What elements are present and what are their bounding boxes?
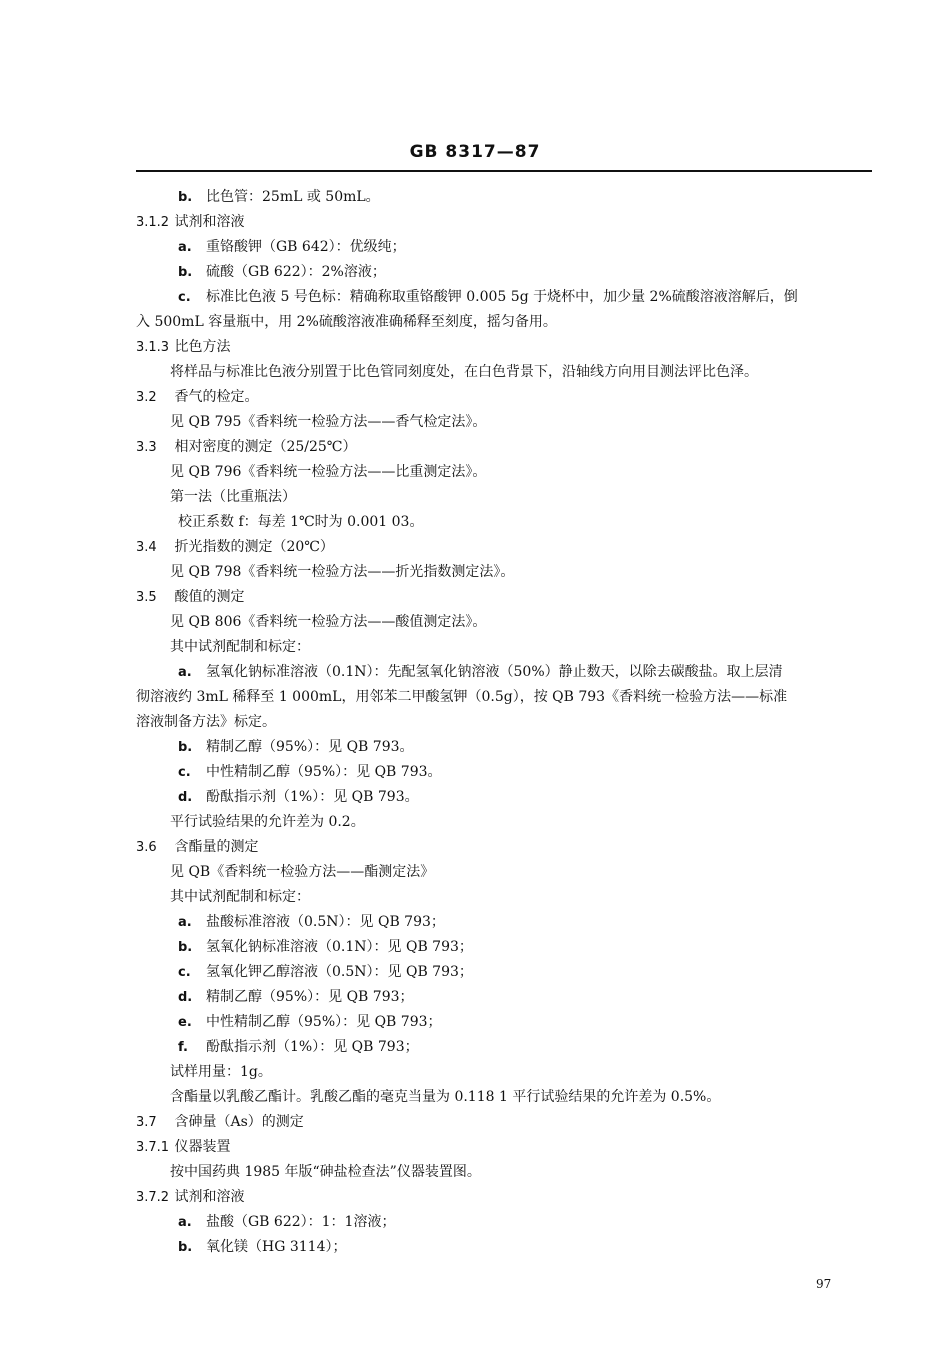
text-line [178, 1238, 346, 1257]
text-line [178, 1038, 419, 1057]
section-number: 3.5 [136, 590, 157, 605]
line-text: 见 QB 795《香料统一检验方法——香气检定法》。 [170, 414, 487, 430]
line-text: 精制乙醇（95%）：见 QB 793。 [206, 739, 414, 755]
line-text: 见 QB 806《香料统一检验方法——酸值测定法》。 [170, 614, 487, 630]
text-line [170, 413, 486, 431]
item-label: a. [178, 915, 192, 930]
line-text: 按中国药典 1985 年版“砷盐检查法”仪器装置图。 [170, 1164, 481, 1180]
line-text: 含酯量的测定 [174, 839, 259, 855]
item-label: a. [178, 665, 192, 680]
section-heading [136, 1113, 304, 1132]
text-line [178, 188, 380, 207]
line-text: 酚酞指示剂（1%）：见 QB 793。 [206, 789, 419, 805]
text-line [178, 738, 414, 757]
line-text: 试样用量：1g。 [170, 1064, 272, 1080]
section-number: 3.7.1 [136, 1140, 170, 1155]
section-heading [136, 1188, 244, 1207]
text-line [170, 863, 434, 881]
text-line [170, 563, 514, 581]
section-number: 3.3 [136, 440, 157, 455]
line-text: 校正系数 f：每差 1℃时为 0.001 03。 [178, 514, 424, 530]
text-line [178, 288, 798, 307]
line-text: 入 500mL 容量瓶中，用 2%硫酸溶液准确稀释至刻度，摇匀备用。 [136, 314, 557, 330]
section-number: 3.1.3 [136, 340, 170, 355]
header-rule [136, 170, 872, 172]
item-label: c. [178, 965, 191, 980]
text-line [178, 788, 419, 807]
text-line [178, 913, 445, 932]
text-line [178, 763, 442, 782]
section-number: 3.7 [136, 1115, 157, 1130]
page-number: 97 [816, 1277, 832, 1291]
line-text: 氢氧化钠标准溶液（0.1N）：见 QB 793； [206, 939, 473, 955]
line-text: 比色管：25mL 或 50mL。 [206, 189, 380, 205]
text-line [170, 1163, 481, 1181]
line-text: 硫酸（GB 622）：2%溶液； [206, 264, 386, 280]
item-label: a. [178, 240, 192, 255]
text-line [170, 613, 486, 631]
text-line [136, 713, 276, 731]
section-number: 3.6 [136, 840, 157, 855]
text-line [170, 488, 296, 506]
text-line [136, 313, 557, 331]
section-heading [136, 1138, 230, 1157]
line-text: 盐酸标准溶液（0.5N）：见 QB 793； [206, 914, 445, 930]
line-text: 折光指数的测定（20℃） [174, 539, 334, 555]
line-text: 氧化镁（HG 3114）； [206, 1239, 347, 1255]
text-line [178, 238, 406, 257]
item-label: f. [178, 1040, 188, 1055]
text-line [178, 663, 783, 682]
text-line [136, 688, 787, 706]
line-text: 含砷量（As）的测定 [174, 1114, 304, 1130]
section-heading [136, 438, 356, 457]
item-label: e. [178, 1015, 192, 1030]
line-text: 仪器装置 [174, 1139, 231, 1155]
line-text: 相对密度的测定（25/25℃） [174, 439, 357, 455]
line-text: 精制乙醇（95%）：见 QB 793； [206, 989, 414, 1005]
line-text: 氢氧化钾乙醇溶液（0.5N）：见 QB 793； [206, 964, 473, 980]
section-heading [136, 338, 230, 357]
line-text: 氢氧化钠标准溶液（0.1N）：先配氢氧化钠溶液（50%）静止数天，以除去碳酸盐。取上层清 [206, 664, 783, 680]
item-label: d. [178, 990, 193, 1005]
line-text: 酸值的测定 [174, 589, 245, 605]
line-text: 试剂和溶液 [174, 1189, 245, 1205]
text-line [178, 263, 386, 282]
line-text: 见 QB 798《香料统一检验方法——折光指数测定法》。 [170, 564, 515, 580]
section-number: 3.7.2 [136, 1190, 170, 1205]
item-label: b. [178, 190, 193, 205]
text-line [178, 988, 414, 1007]
text-line [178, 1013, 442, 1032]
text-line [178, 963, 473, 982]
item-label: b. [178, 265, 193, 280]
line-text: 其中试剂配制和标定： [170, 639, 310, 655]
item-label: c. [178, 765, 191, 780]
line-text: 含酯量以乳酸乙酯计。乳酸乙酯的毫克当量为 0.118 1 平行试验结果的允许差为 0.5%。 [170, 1089, 721, 1105]
text-line [178, 513, 423, 531]
text-line [170, 1088, 720, 1106]
text-line [170, 813, 365, 831]
text-line [178, 1213, 395, 1232]
line-text: 比色方法 [174, 339, 231, 355]
line-text: 溶液制备方法》标定。 [136, 714, 276, 730]
item-label: c. [178, 290, 191, 305]
line-text: 见 QB 796《香料统一检验方法——比重测定法》。 [170, 464, 487, 480]
text-line [170, 888, 310, 906]
section-heading [136, 213, 244, 232]
line-text: 见 QB《香料统一检验方法——酯测定法》 [170, 864, 435, 880]
text-line [170, 638, 310, 656]
item-label: b. [178, 940, 193, 955]
text-line [170, 363, 758, 381]
item-label: b. [178, 740, 193, 755]
line-text: 中性精制乙醇（95%）：见 QB 793； [206, 1014, 442, 1030]
section-heading [136, 588, 244, 607]
line-text: 重铬酸钾（GB 642）：优级纯； [206, 239, 406, 255]
item-label: a. [178, 1215, 192, 1230]
line-text: 第一法（比重瓶法） [170, 489, 296, 505]
text-line [170, 1063, 272, 1081]
line-text: 盐酸（GB 622）：1：1溶液； [206, 1214, 396, 1230]
section-number: 3.4 [136, 540, 157, 555]
line-text: 酚酞指示剂（1%）：见 QB 793； [206, 1039, 419, 1055]
line-text: 试剂和溶液 [174, 214, 245, 230]
line-text: 香气的检定。 [174, 389, 259, 405]
text-line [170, 463, 486, 481]
line-text: 中性精制乙醇（95%）：见 QB 793。 [206, 764, 442, 780]
text-line [178, 938, 473, 957]
document-code-header: GB 8317—87 [409, 142, 541, 162]
section-heading [136, 538, 334, 557]
section-number: 3.1.2 [136, 215, 170, 230]
section-number: 3.2 [136, 390, 157, 405]
item-label: b. [178, 1240, 193, 1255]
line-text: 标准比色液 5 号色标：精确称取重铬酸钾 0.005 5g 于烧杯中，加少量 2%硫酸溶液溶解后，倒 [206, 289, 798, 305]
line-text: 平行试验结果的允许差为 0.2。 [170, 814, 365, 830]
line-text: 彻溶液约 3mL 稀释至 1 000mL，用邻苯二甲酸氢钾（0.5g），按 QB 793《香料统一检验方法——标准 [136, 689, 788, 705]
section-heading [136, 388, 258, 407]
line-text: 将样品与标准比色液分别置于比色管同刻度处，在白色背景下，沿轴线方向用目测法评比色泽。 [170, 364, 758, 380]
line-text: 其中试剂配制和标定： [170, 889, 310, 905]
section-heading [136, 838, 258, 857]
item-label: d. [178, 790, 193, 805]
